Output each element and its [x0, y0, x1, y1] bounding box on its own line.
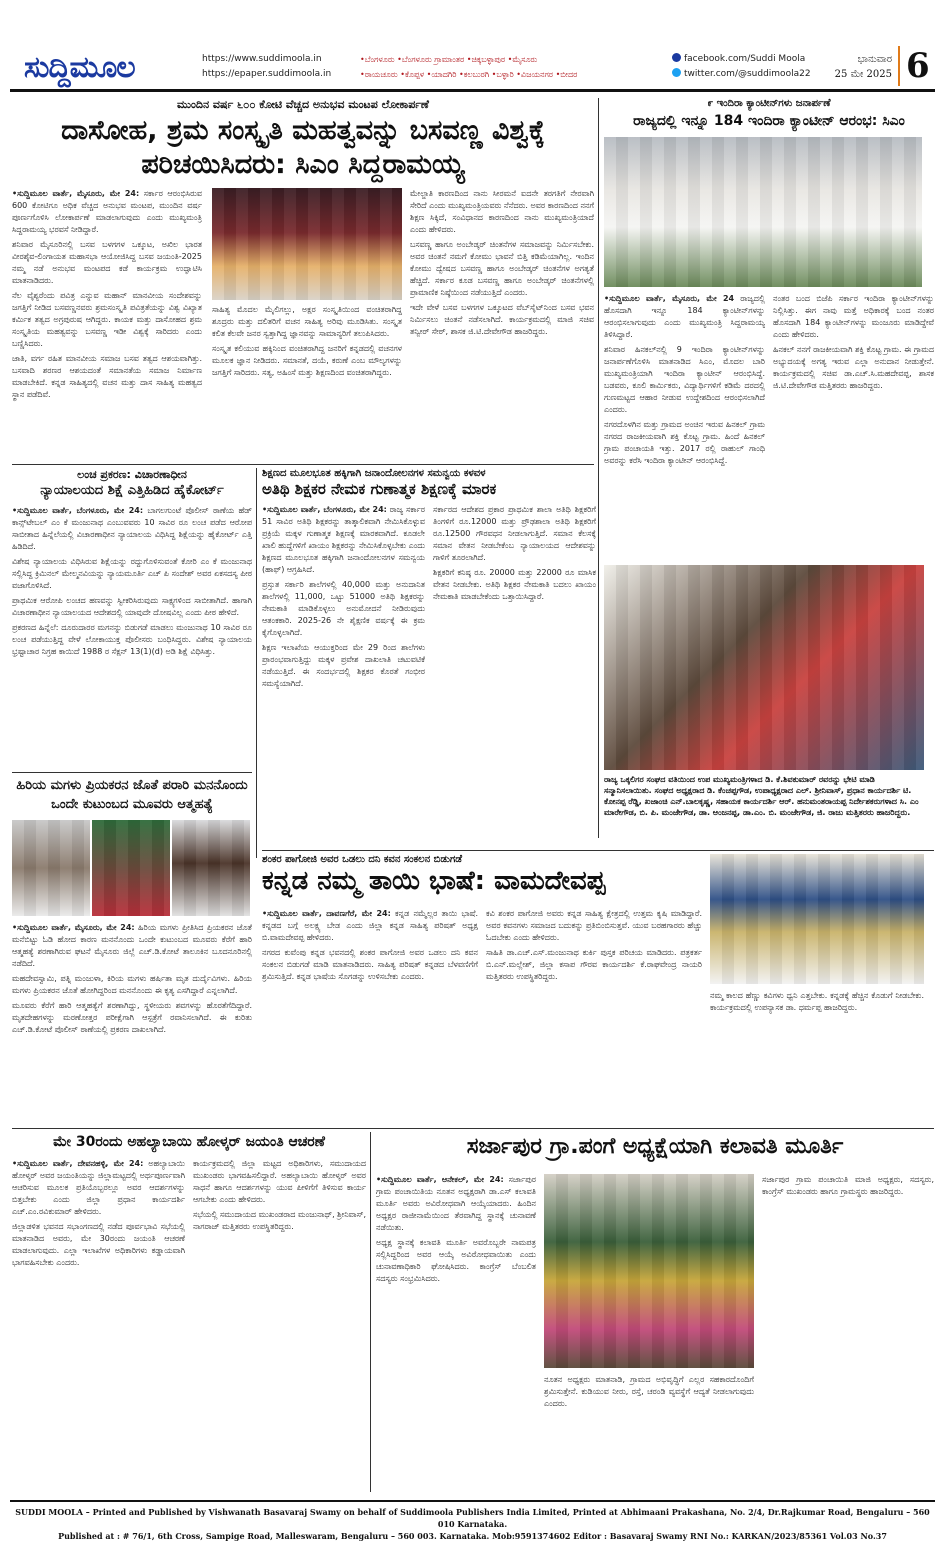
bribe-kicker: ಲಂಚ ಪ್ರಕರಣ: ವಿಚಾರಣಾಧೀನ — [77, 468, 187, 481]
suicide-p2: ಮಹದೇವಸ್ವಾಮಿ, ಪತ್ನಿ ಮಂಜುಳಾ, ಕಿರಿಯ ಮಗಳು ಹರ್ಷಿತಾ ಮೃತ ದುರ್ದೈವಿಗಳು. ಹಿರಿಯ ಮಗಳು ಪ್ರಿಯಕರನ ಜೊತೆ ಹೋಗಿದ್ದರಿಂದ ಮನನೊಂದು ಈ ಕೃತ್ಯ ಎಸಗಿದ್ದಾರೆ ಎನ್ನಲಾಗಿದೆ. — [12, 974, 252, 995]
imprint-footer — [10, 1500, 935, 1542]
ahilya-col-2 — [193, 1158, 366, 1478]
web-links — [202, 52, 331, 82]
divider-vertical-top — [598, 98, 599, 838]
lead-article — [12, 98, 594, 460]
ahilya-source: •ಸುದ್ದಿಮೂಲ ವಾರ್ತೆ, ದೇವನಹಳ್ಳಿ, ಮೇ 24: — [12, 1159, 144, 1169]
indira-p1: ರಾಜ್ಯದಲ್ಲಿ ಹೊಸದಾಗಿ ಇನ್ನೂ 184 ಕ್ಯಾಂಟೀನ್‌ಗಳನ್ನು ಆರಂಭಿಸಲಾಗುವುದು ಎಂದು ಮುಖ್ಯಮಂತ್ರಿ ಸಿದ್ದರಾಮಯ್ಯ ತಿಳಿಸಿದ್ದಾರೆ. — [604, 294, 765, 340]
indira-photo — [604, 137, 922, 287]
victim-photo-2 — [92, 820, 170, 916]
divider-h-4 — [12, 1128, 934, 1129]
lead-photo — [212, 188, 402, 300]
sarjapura-col-3 — [762, 1174, 934, 1486]
bribe-p1: ಬಾಗಲಗುಂಟೆ ಪೊಲೀಸ್ ಠಾಣೆಯ ಹೆಡ್ ಕಾನ್ಸ್‌ಟೇಬಲ್ ಎಂ ಕೆ ಮಂಜುನಾಥ ಎಂಬುವವರು 10 ಸಾವಿರ ರೂ ಲಂಚ ಪಡೆದ ಆರೋಪ ಸಾಬೀತಾದ ಹಿನ್ನೆಲೆಯಲ್ಲಿ ವಿಚಾರಣಾಧೀನ ನ್ಯಾಯಾಲಯ ವಿಧಿಸಿದ್ದ ಶಿಕ್ಷೆಯನ್ನು ಹೈಕೋರ್ಟ್ ಎತ್ತಿ ಹಿಡಿದಿದೆ. — [12, 505, 252, 551]
sarjapura-p2: ಅಧ್ಯಕ್ಷ ಸ್ಥಾನಕ್ಕೆ ಕಲಾವತಿ ಮೂರ್ತಿ ಅವರೊಬ್ಬರೇ ನಾಮಪತ್ರ ಸಲ್ಲಿಸಿದ್ದರಿಂದ ಅವರ ಆಯ್ಕೆ ಅವಿರೋಧವಾಯಿತು ಎಂದು ಚುನಾವಣಾಧಿಕಾರಿ ಘೋಷಿಸಿದರು. ಕಾಂಗ್ರೆಸ್ ಬೆಂಬಲಿತ ಸದಸ್ಯರು ಸಂಭ್ರಮಿಸಿದರು. — [376, 1238, 536, 1283]
kannada-col-3 — [710, 990, 924, 1118]
edition-cities — [360, 52, 660, 82]
indira-headline: ರಾಜ್ಯದಲ್ಲಿ ಇನ್ನೂ 184 ಇಂದಿರಾ ಕ್ಯಾಂಟೀನ್ ಆರಂಭ: ಸಿಎಂ — [633, 113, 905, 129]
twitter-icon — [672, 68, 681, 77]
divider-h-2 — [12, 772, 252, 773]
suicide-body — [12, 922, 252, 1098]
bribe-body — [12, 505, 252, 761]
kannada-p4: ಸಾಹಿತಿ ಡಾ.ಎಚ್.ಎಸ್.ಮಂಜುನಾಥ ಕುರ್ಕಿ ಪುಸ್ತಕ ಪರಿಚಯ ಮಾಡಿದರು. ಪತ್ರಕರ್ತ ಬಿ.ಎನ್.ಮಲ್ಲೇಶ್, ಜಿಲ್ಲಾ ಕಸಾಪ ಗೌರವ ಕಾರ್ಯದರ್ಶಿ ಕೆ.ರಾಘವೇಂದ್ರ ನಾಯರಿ ಮತ್ತಿತರರು ಉಪಸ್ಥಿತರಿದ್ದರು. — [486, 948, 702, 981]
lead-kicker: ಮುಂದಿನ ವರ್ಷ ೬೦೦ ಕೋಟಿ ವೆಚ್ಚದ ಅನುಭವ ಮಂಟಪ ಲೋಕಾರ್ಪಣೆ — [177, 98, 429, 111]
kannada-p1: ಕನ್ನಡ ನಮ್ಮೆಲ್ಲರ ತಾಯಿ ಭಾಷೆ. ಕನ್ನಡದ ಬಗ್ಗೆ ಅಲಕ್ಷ್ಯ ಬೇಡ ಎಂದು ಜಿಲ್ಲಾ ಕನ್ನಡ ಸಾಹಿತ್ಯ ಪರಿಷತ್ ಅಧ್ಯಕ್ಷ ಬಿ.ವಾಮದೇವಪ್ಪ ಹೇಳಿದರು. — [262, 909, 478, 942]
lead-p7: ಮೇಲ್ಜಾತಿ ಕಾರಣದಿಂದ ನಾನು ಸೀರಮನೆ ಐದನೇ ತರಗತಿಗೆ ನೇರವಾಗಿ ಸೇರಿದೆ ಎಂದು ಮುಖ್ಯಮಂತ್ರಿಯವರು ನೆನೆದರು. ಅವರ ಕಾರಣದಿಂದ ನನಗೆ ಶಿಕ್ಷಣ ಸಿಕ್ಕಿದೆ, ಸಂವಿಧಾನದ ಕಾರಣದಿಂದ ನಾನು ಮುಖ್ಯಮಂತ್ರಿಯಾದೆ ಎಂದು ಹೇಳಿದರು. — [410, 189, 594, 234]
kannada-col-1 — [262, 908, 478, 1118]
lead-col-2 — [212, 304, 402, 438]
page-number: 6 — [898, 46, 930, 86]
indira-article — [604, 98, 934, 568]
sarjapura-col-2 — [544, 1374, 754, 1486]
divider-h-3 — [262, 850, 934, 851]
divider-v-mid — [256, 468, 257, 858]
sarjapura-headline: ಸರ್ಜಾಪುರ ಗ್ರಾ.ಪಂಗೆ ಅಧ್ಯಕ್ಷೆಯಾಗಿ ಕಲಾವತಿ ಮೂರ್ತಿ — [466, 1134, 844, 1159]
kannada-p3: ಕವಿ ಶಂಕರ ಪಾಗೋಜಿ ಅವರು ಕನ್ನಡ ಸಾಹಿತ್ಯ ಕ್ಷೇತ್ರದಲ್ಲಿ ಉತ್ತಮ ಕೃಷಿ ಮಾಡಿದ್ದಾರೆ. ಅವರ ಕವನಗಳು ಸಮಾಜದ ಬದುಕನ್ನು ಪ್ರತಿಬಿಂಬಿಸುತ್ತವೆ. ಯುವ ಬರಹಗಾರರು ಹೆಚ್ಚು ಓದಬೇಕು ಎಂದು ಹೇಳಿದರು. — [486, 909, 702, 942]
ahilya-article — [12, 1134, 366, 1494]
bribe-p4: ಪ್ರಕರಣದ ಹಿನ್ನೆಲೆ: ದೂರುದಾರರ ಮಗನನ್ನು ಬಿಡುಗಡೆ ಮಾಡಲು ಮಂಜುನಾಥ 10 ಸಾವಿರ ರೂ ಲಂಚ ಪಡೆಯುತ್ತಿದ್ದ ವೇಳೆ ಲೋಕಾಯುಕ್ತ ಪೊಲೀಸರು ಬಂಧಿಸಿದ್ದರು. ವಿಶೇಷ ನ್ಯಾಯಾಲಯ ಭ್ರಷ್ಟಾಚಾರ ನಿಗ್ರಹ ಕಾಯಿದೆ 1988 ರ ಸೆಕ್ಷನ್ 13(1)(d) ಅಡಿ ಶಿಕ್ಷೆ ವಿಧಿಸಿತ್ತು. — [12, 622, 252, 656]
ahilya-p1: ಅಹಲ್ಯಾಬಾಯಿ ಹೋಳ್ಕರ್ ಅವರ ಜಯಂತಿಯನ್ನು ಜಿಲ್ಲಾಮಟ್ಟದಲ್ಲಿ ಅರ್ಥಪೂರ್ಣವಾಗಿ ಆಚರಿಸುವ ಮೂಲಕ ಪ್ರತಿಯೊಬ್ಬರಲ್ಲೂ ಅವರ ಆದರ್ಶಗಳನ್ನು ಬಿತ್ತಬೇಕು ಎಂದು ಜಿಲ್ಲಾ ಪ್ರಧಾನ ಕಾರ್ಯದರ್ಶಿ ಎಚ್.ಎಂ.ರವಿಕುಮಾರ್ ಹೇಳಿದರು. — [12, 1159, 185, 1217]
suicide-p3: ಮೂವರು ಕೆರೆಗೆ ಹಾರಿ ಆತ್ಮಹತ್ಯೆಗೆ ಶರಣಾಗಿದ್ದು, ಸ್ಥಳೀಯರು ಶವಗಳನ್ನು ಹೊರತೆಗೆದಿದ್ದಾರೆ. ಮೃತದೇಹಗಳನ್ನು ಮರಣೋತ್ತರ ಪರೀಕ್ಷೆಗಾಗಿ ಆಸ್ಪತ್ರೆಗೆ ರವಾನಿಸಲಾಗಿದೆ. ಈ ಕುರಿತು ಎಚ್.ಡಿ.ಕೋಟೆ ಪೊಲೀಸ್ ಠಾಣೆಯಲ್ಲಿ ಪ್ರಕರಣ ದಾಖಲಾಗಿದೆ. — [12, 1001, 252, 1034]
sarjapura-p4: ಸರ್ಜಾಪುರ ಗ್ರಾಮ ಪಂಚಾಯಿತಿ ಮಾಜಿ ಅಧ್ಯಕ್ಷರು, ಸದಸ್ಯರು, ಕಾಂಗ್ರೆಸ್ ಮುಖಂಡರು ಹಾಗೂ ಗ್ರಾಮಸ್ಥರು ಹಾಜರಿದ್ದರು. — [762, 1175, 934, 1196]
ahilya-p2: ಜಿಲ್ಲಾಡಳಿತ ಭವನದ ಸಭಾಂಗಣದಲ್ಲಿ ನಡೆದ ಪೂರ್ವಭಾವಿ ಸಭೆಯಲ್ಲಿ ಮಾತನಾಡಿದ ಅವರು, ಮೇ 30ರಂದು ಜಯಂತಿ ಆಚರಣೆ ಮಾಡಲಾಗುವುದು. ಎಲ್ಲಾ ಇಲಾಖೆಗಳ ಅಧಿಕಾರಿಗಳು ಕಡ್ಡಾಯವಾಗಿ ಭಾಗವಹಿಸಬೇಕು ಎಂದರು. — [12, 1222, 185, 1268]
indira-p4: ನಂತರ ಬಂದ ಬಿಜೆಪಿ ಸರ್ಕಾರ ಇಂದಿರಾ ಕ್ಯಾಂಟೀನ್‌ಗಳನ್ನು ನಿಲ್ಲಿಸಿತ್ತು. ಈಗ ನಾವು ಮತ್ತೆ ಅಧಿಕಾರಕ್ಕೆ ಬಂದ ನಂತರ ಹೊಸದಾಗಿ 184 ಕ್ಯಾಂಟೀನ್‌ಗಳನ್ನು ಮಂಜೂರು ಮಾಡಿದ್ದೇವೆ ಎಂದು ಹೇಳಿದರು. — [773, 294, 934, 340]
suicide-article — [12, 776, 252, 1122]
sarjapura-source: •ಸುದ್ದಿಮೂಲ ವಾರ್ತೆ, ಆನೇಕಲ್, ಮೇ 24: — [376, 1175, 504, 1184]
guest-source: •ಸುದ್ದಿಮೂಲ ವಾರ್ತೆ, ಬೆಂಗಳೂರು, ಮೇ 24: — [262, 505, 387, 515]
sarjapura-p3: ನೂತನ ಅಧ್ಯಕ್ಷರು ಮಾತನಾಡಿ, ಗ್ರಾಮದ ಅಭಿವೃದ್ಧಿಗೆ ಎಲ್ಲರ ಸಹಕಾರದೊಂದಿಗೆ ಶ್ರಮಿಸುತ್ತೇನೆ. ಕುಡಿಯುವ ನೀರು, ರಸ್ತೆ, ಚರಂಡಿ ವ್ಯವಸ್ಥೆಗೆ ಆದ್ಯತೆ ನೀಡಲಾಗುವುದು ಎಂದರು. — [544, 1375, 754, 1408]
kannada-kicker: ಶಂಕರ ಪಾಗೋಜಿ ಅವರ ಒಡಲು ದನಿ ಕವನ ಸಂಕಲನ ಬಿಡುಗಡೆ — [262, 854, 463, 865]
bribe-p3: ಪ್ರಾಥಮಿಕ ಆರೋಪಿ ಲಂಚದ ಹಣವನ್ನು ಸ್ವೀಕರಿಸಿರುವುದು ಸಾಕ್ಷ್ಯಗಳಿಂದ ಸಾಬೀತಾಗಿದೆ. ಹಾಗಾಗಿ ವಿಚಾರಣಾಧೀನ ನ್ಯಾಯಾಲಯದ ಆದೇಶದಲ್ಲಿ ಯಾವುದೇ ದೋಷವಿಲ್ಲ ಎಂದು ಪೀಠ ಹೇಳಿದೆ. — [12, 595, 252, 617]
kannada-headline: ಕನ್ನಡ ನಮ್ಮ ತಾಯಿ ಭಾಷೆ: ವಾಮದೇವಪ್ಪ — [262, 866, 606, 896]
kannada-source: •ಸುದ್ದಿಮೂಲ ವಾರ್ತೆ, ದಾವಣಗೆರೆ, ಮೇ 24: — [262, 909, 391, 918]
divider-h-1 — [12, 464, 594, 465]
cities-line-2: •ರಾಯಚೂರು •ಕೊಪ್ಪಳ •ಯಾದಗಿರಿ •ಕಲಬುರಗಿ •ಬಳ್ಳಾರಿ •ವಿಜಯನಗರ •ಬೀದರ — [360, 70, 578, 79]
indira-p2: ಶನಿವಾರ ಹಿನಕಲ್‌ನಲ್ಲಿ 9 ಇಂದಿರಾ ಕ್ಯಾಂಟೀನ್‌ಗಳನ್ನು ಜನಾರ್ಪಣೆಗೊಳಿಸಿ ಮಾತನಾಡಿದ ಸಿಎಂ, ಮೊದಲ ಬಾರಿ ಮುಖ್ಯಮಂತ್ರಿಯಾಗಿ ಇಂದಿರಾ ಕ್ಯಾಂಟೀನ್ ಆರಂಭಿಸಿದ್ದೆ. ಬಡವರು, ಕೂಲಿ ಕಾರ್ಮಿಕರು, ವಿದ್ಯಾರ್ಥಿಗಳಿಗೆ ಕಡಿಮೆ ದರದಲ್ಲಿ ಗುಣಮಟ್ಟದ ಆಹಾರ ನೀಡುವ ಉದ್ದೇಶದಿಂದ ಆರಂಭಿಸಲಾಗಿದೆ ಎಂದರು. — [604, 345, 765, 415]
lead-source: •ಸುದ್ದಿಮೂಲ ವಾರ್ತೆ, ಮೈಸೂರು, ಮೇ 24: — [12, 189, 140, 198]
sarjapura-p1: ಸರ್ಜಾಪುರ ಗ್ರಾಮ ಪಂಚಾಯಿತಿಯ ನೂತನ ಅಧ್ಯಕ್ಷರಾಗಿ ಡಾ.ಎಸ್ ಕಲಾವತಿ ಮೂರ್ತಿ ಅವರು ಅವಿರೋಧವಾಗಿ ಆಯ್ಕೆಯಾದರು. ಹಿಂದಿನ ಅಧ್ಯಕ್ಷರ ರಾಜೀನಾಮೆಯಿಂದ ತೆರವಾಗಿದ್ದ ಸ್ಥಾನಕ್ಕೆ ಚುನಾವಣೆ ನಡೆಯಿತು. — [376, 1175, 536, 1232]
indira-col-2 — [773, 293, 934, 561]
ahilya-headline: ಮೇ 30ರಂದು ಅಹಲ್ಯಾಬಾಯಿ ಹೋಳ್ಕರ್ ಜಯಂತಿ ಆಚರಣೆ — [53, 1134, 325, 1150]
lead-p9: ಇದೇ ವೇಳೆ ಬಸವ ಬಳಗಗಳ ಒಕ್ಕೂಟದ ವೆಬ್‌ಸೈಟ್‌ನಿಂದ ಬಸವ ಭವನ ನಿರ್ಮಿಸಲು ಚಿಂತನೆ ನಡೆಸಲಾಗಿದೆ. ಕಾರ್ಯಕ್ರಮದಲ್ಲಿ ಮಾಜಿ ಸಚಿವ ತನ್ವೀರ್ ಸೇಠ್, ಶಾಸಕ ಜಿ.ಟಿ.ದೇವೇಗೌಡ ಹಾಜರಿದ್ದರು. — [410, 303, 594, 336]
indira-source: •ಸುದ್ದಿಮೂಲ ವಾರ್ತೆ, ಮೈಸೂರು, ಮೇ 24 — [604, 294, 735, 304]
ahilya-p4: ಸಭೆಯಲ್ಲಿ ಸಮುದಾಯದ ಮುಖಂಡರಾದ ಮಂಜುನಾಥ್, ಶ್ರೀನಿವಾಸ್, ನಾಗರಾಜ್ ಮತ್ತಿತರರು ಉಪಸ್ಥಿತರಿದ್ದರು. — [193, 1210, 366, 1232]
guest-col-2 — [433, 504, 596, 834]
guest-p1: ರಾಜ್ಯ ಸರ್ಕಾರ 51 ಸಾವಿರ ಅತಿಥಿ ಶಿಕ್ಷಕರನ್ನು ತಾತ್ಕಾಲಿಕವಾಗಿ ನೇಮಿಸಿಕೊಳ್ಳುವ ಪ್ರಕ್ರಿಯೆ ಮಕ್ಕಳ ಗುಣಾತ್ಮಕ ಶಿಕ್ಷಣಕ್ಕೆ ಮಾರಕವಾಗಿದೆ. ಕೂಡಲೇ ಖಾಲಿ ಹುದ್ದೆಗಳಿಗೆ ಖಾಯಂ ಶಿಕ್ಷಕರನ್ನು ನೇಮಿಸಿಕೊಳ್ಳಬೇಕು ಎಂದು ಶಿಕ್ಷಣದ ಮೂಲಭೂತ ಹಕ್ಕಿಗಾಗಿ ಜನಾಂದೋಲನಗಳ ಸಮನ್ವಯ (ಹಾಫ್) ಆಗ್ರಹಿಸಿದೆ. — [262, 505, 425, 575]
lead-headline: ದಾಸೋಹ, ಶ್ರಮ ಸಂಸ್ಕೃತಿ ಮಹತ್ವವನ್ನು ಬಸವಣ್ಣ ವಿಶ್ವಕ್ಕೆ ಪರಿಚಯಿಸಿದರು: ಸಿಎಂ ಸಿದ್ದರಾಮಯ್ಯ — [61, 115, 545, 180]
sarjapura-col-1 — [376, 1174, 536, 1486]
guest-p3: ಶಿಕ್ಷಣ ಇಲಾಖೆಯ ಆಯುಕ್ತರಿಂದ ಮೇ 29 ರಿಂದ ಶಾಲೆಗಳು ಪ್ರಾರಂಭವಾಗುತ್ತಿದ್ದು ಮಕ್ಕಳ ಪ್ರವೇಶ ದಾಖಲಾತಿ ಚಟುವಟಿಕೆ ನಡೆಯುತ್ತಿದೆ. ಈ ಸಂದರ್ಭದಲ್ಲಿ ಶಿಕ್ಷಕರ ಕೊರತೆ ಗಂಭೀರ ಸಮಸ್ಯೆಯಾಗಿದೆ. — [262, 643, 425, 689]
victim-photo-3 — [172, 820, 250, 916]
imprint-line-1: SUDDI MOOLA – Printed and Published by Vishwanath Basavaraj Swamy on behalf of Suddimoola Publishers India Limited, Printed at Abhimaani Prakashana, No. 2/4, Dr.Rajkumar Road, Bengaluru – 560 010 Karnataka. — [15, 1507, 930, 1529]
social-links — [672, 52, 811, 82]
lead-p5: ಸಾಹಿತ್ಯ ಮೊದಲ ಮೈಲಿಗಲ್ಲು, ಅಕ್ಷರ ಸಂಸ್ಕೃತಿಯಿಂದ ವಂಚಿತರಾಗಿದ್ದ ಶೂದ್ರರು ಮತ್ತು ದಲಿತರಿಗೆ ವಚನ ಸಾಹಿತ್ಯ ಅರಿವು ಮೂಡಿಸಿತು. ಸಂಸ್ಕೃತ ಕಲಿತ ಕೆಲವೇ ಜನರ ಸ್ವತ್ತಾಗಿದ್ದ ಜ್ಞಾನವನ್ನು ಸಾಮಾನ್ಯರಿಗೆ ತಲುಪಿಸಿದರು. — [212, 305, 402, 338]
suicide-headline: ಹಿರಿಯ ಮಗಳು ಪ್ರಿಯಕರನ ಜೊತೆ ಪರಾರಿ ಮನನೊಂದು ಒಂದೇ ಕುಟುಂಬದ ಮೂವರು ಆತ್ಮಹತ್ಯೆ — [16, 778, 248, 812]
guest-p2: ಪ್ರಸ್ತುತ ಸರ್ಕಾರಿ ಶಾಲೆಗಳಲ್ಲಿ 40,000 ಮತ್ತು ಅನುದಾನಿತ ಶಾಲೆಗಳಲ್ಲಿ 11,000, ಒಟ್ಟು 51000 ಅತಿಥಿ ಶಿಕ್ಷಕರನ್ನು ನೇಮಕಾತಿ ಮಾಡಿಕೊಳ್ಳಲು ಅನುಮೋದನೆ ನೀಡಿರುವುದು ಆತಂಕಕಾರಿ. 2025-26 ನೇ ಶೈಕ್ಷಣಿಕ ವರ್ಷಕ್ಕೆ ಈ ಕ್ರಮ ಕೈಗೊಳ್ಳಲಾಗಿದೆ. — [262, 580, 425, 638]
imprint-line-2: Published at : # 76/1, 6th Cross, Sampige Road, Malleswaram, Bengaluru – 560 003. Karnataka. Mob:9591374602 Editor : Basavaraj Swamy RNI No.: KARKAN/2023/85361 Vol.03 No.37 — [58, 1531, 887, 1541]
sarjapura-photo — [544, 1174, 754, 1368]
victim-photos — [12, 820, 252, 916]
masthead — [10, 48, 935, 92]
guest-p4: ಸರ್ಕಾರದ ಆದೇಶದ ಪ್ರಕಾರ ಪ್ರಾಥಮಿಕ ಶಾಲಾ ಅತಿಥಿ ಶಿಕ್ಷಕರಿಗೆ ತಿಂಗಳಿಗೆ ರೂ.12000 ಮತ್ತು ಪ್ರೌಢಶಾಲಾ ಅತಿಥಿ ಶಿಕ್ಷಕರಿಗೆ ರೂ.12500 ಗೌರವಧನ ನೀಡಲಾಗುತ್ತಿದೆ. ಸಮಾನ ಕೆಲಸಕ್ಕೆ ಸಮಾನ ವೇತನ ನೀಡಬೇಕೆಂಬ ನ್ಯಾಯಾಲಯದ ಆದೇಶವನ್ನು ಗಾಳಿಗೆ ತೂರಲಾಗಿದೆ. — [433, 505, 596, 563]
indira-col-1 — [604, 293, 765, 561]
felicitation-photo — [604, 565, 924, 770]
divider-v-bottom — [370, 1132, 371, 1492]
kannada-article — [262, 854, 934, 1124]
lead-p8: ಬಸವಣ್ಣ ಹಾಗೂ ಅಂಬೇಡ್ಕರ್ ಚಿಂತನೆಗಳ ಸಮಾಜವನ್ನು ನಿರ್ಮಿಸಬೇಕು. ಅವರ ಚಿಂತನೆ ನಮಗೆ ಕೋಮು ಭಾವನೆ ಬಿತ್ತಿ ಕಡಿಮೆಯಾಗಿಲ್ಲ. ಇಂದಿನ ಕೋಮು ದ್ವೇಷದ ಬಸವಣ್ಣ ಹಾಗೂ ಅಂಬೇಡ್ಕರ್ ಚಿಂತನೆಗಳ ಅಗತ್ಯತೆ ಹೆಚ್ಚಿದೆ. ಸರ್ಕಾರ ಕೂಡ ಬಸವಣ್ಣ ಹಾಗೂ ಅಂಬೇಡ್ಕರ್ ಚಿಂತನೆಗಳಲ್ಲಿ ಪ್ರಾಮಾಣಿಕ ನಿಷ್ಠೆಯಿಂದ ನಡೆಯುತ್ತಿದೆ ಎಂದರು. — [410, 240, 594, 297]
issue-date — [822, 52, 892, 82]
guest-kicker: ಶಿಕ್ಷಣದ ಮೂಲಭೂತ ಹಕ್ಕಿಗಾಗಿ ಜನಾಂದೋಲನಗಳ ಸಮನ್ವಯ ಕಳವಳ — [262, 468, 486, 479]
lead-p2: ಶನಿವಾರ ಮೈಸೂರಿನಲ್ಲಿ ಬಸವ ಬಳಗಗಳ ಒಕ್ಕೂಟ, ಅಖಿಲ ಭಾರತ ವೀರಶೈವ-ಲಿಂಗಾಯತ ಮಹಾಸಭಾ ಆಯೋಜಿಸಿದ್ದ ಬಸವ ಜಯಂತಿ-2025 ನಮ್ಮ ನಡೆ ಅನುಭವ ಮಂಟಪದ ಕಡೆ ಕಾರ್ಯಕ್ರಮ ಉದ್ಘಾಟಿಸಿ ಮಾತನಾಡಿದರು. — [12, 240, 202, 285]
guest-article — [262, 468, 596, 848]
lead-col-3 — [410, 188, 594, 438]
indira-kicker: ೯ ಇಂದಿರಾ ಕ್ಯಾಂಟೀನ್‌ಗಳು ಜನಾರ್ಪಣೆ — [707, 98, 831, 109]
lead-p4: ಜಾತಿ, ವರ್ಗ ರಹಿತ ಮಾನವೀಯ ಸಮಾಜ ಬಸವ ತತ್ವದ ಆಶಯವಾಗಿತ್ತು. ಬಸವಾದಿ ಶರಣರ ಆಶಯದಂತೆ ಸಮಾನತೆಯ ಸಮಾಜ ನಿರ್ಮಾಣ ಮಾಡಬೇಕಿದೆ. ಕನ್ನಡ ಸಾಹಿತ್ಯದಲ್ಲಿ ವಚನ ಮತ್ತು ದಾಸ ಸಾಹಿತ್ಯ ಮಹತ್ವದ ಸ್ಥಾನ ಪಡೆದಿವೆ. — [12, 354, 202, 399]
kannada-p2: ನಗರದ ಕುವೆಂಪು ಕನ್ನಡ ಭವನದಲ್ಲಿ ಶಂಕರ ಪಾಗೋಜಿ ಅವರ ಒಡಲು ದನಿ ಕವನ ಸಂಕಲನ ಬಿಡುಗಡೆ ಮಾಡಿ ಮಾತನಾಡಿದರು. ಸಾಹಿತ್ಯ ಪರಿಷತ್ ಕನ್ನಡದ ಬೆಳವಣಿಗೆಗೆ ಶ್ರಮಿಸುತ್ತಿದೆ. ಕನ್ನಡ ಭಾಷೆಯ ಸೊಗಡನ್ನು ಉಳಿಸಬೇಕು ಎಂದರು. — [262, 948, 478, 981]
facebook-link[interactable] — [672, 52, 811, 67]
guest-p5: ಶಿಕ್ಷಕರಿಗೆ ಕನಿಷ್ಠ ರೂ. 20000 ಮತ್ತು 22000 ರೂ ಮಾಸಿಕ ವೇತನ ನೀಡಬೇಕು. ಅತಿಥಿ ಶಿಕ್ಷಕರ ನೇಮಕಾತಿ ಬದಲು ಖಾಯಂ ನೇಮಕಾತಿ ಮಾಡಬೇಕೆಂದು ಒತ್ತಾಯಿಸಿದ್ದಾರೆ. — [433, 568, 596, 602]
bribe-article — [12, 468, 252, 768]
epaper-link[interactable]: https://epaper.suddimoola.in — [202, 69, 332, 79]
guest-headline: ಅತಿಥಿ ಶಿಕ್ಷಕರ ನೇಮಕ ಗುಣಾತ್ಮಕ ಶಿಕ್ಷಣಕ್ಕೆ ಮಾರಕ — [262, 480, 497, 498]
sarjapura-article — [376, 1134, 934, 1494]
newspaper-logo: ಸುದ್ದಿಮೂಲ — [24, 50, 135, 85]
lead-p1: ಸರ್ಕಾರ ಆರಂಭಿಸಿರುವ 600 ಕೋಟಿಗೂ ಅಧಿಕ ವೆಚ್ಚದ ಅನುಭವ ಮಂಟಪ, ಮುಂದಿನ ವರ್ಷ ಪೂರ್ಣಗೊಳಿಸಿ ಲೋಕಾರ್ಪಣೆ ಮಾಡಲಾಗುವುದು ಎಂದು ಮುಖ್ಯಮಂತ್ರಿ ಸಿದ್ದರಾಮಯ್ಯ ಭರವಸೆ ನೀಡಿದ್ದಾರೆ. — [12, 189, 202, 234]
suicide-p1: ಹಿರಿಯ ಮಗಳು ಪ್ರೀತಿಸಿದ ಪ್ರಿಯಕರನ ಜೊತೆ ಮನೆಬಿಟ್ಟು ಓಡಿ ಹೋದ ಕಾರಣ ಮನನೊಂದು ಒಂದೇ ಕುಟುಂಬದ ಮೂವರು ಕೆರೆಗೆ ಹಾರಿ ಆತ್ಮಹತ್ಯೆ ಶರಣಾಗಿರುವ ಘಟನೆ ಮೈಸೂರು ಜಿಲ್ಲೆ ಎಚ್.ಡಿ.ಕೋಟೆ ತಾಲೂಕಿನ ಬೂದನೂರಿನಲ್ಲಿ ನಡೆದಿದೆ. — [12, 923, 252, 968]
suicide-source: •ಸುದ್ದಿಮೂಲ ವಾರ್ತೆ, ಮೈಸೂರು, ಮೇ 24: — [12, 923, 135, 932]
ahilya-col-1 — [12, 1158, 185, 1478]
ahilya-p3: ಕಾರ್ಯಕ್ರಮದಲ್ಲಿ ಜಿಲ್ಲಾ ಮಟ್ಟದ ಅಧಿಕಾರಿಗಳು, ಸಮುದಾಯದ ಮುಖಂಡರು ಭಾಗವಹಿಸಲಿದ್ದಾರೆ. ಅಹಲ್ಯಾಬಾಯಿ ಹೋಳ್ಕರ್ ಅವರ ಸಾಧನೆ ಹಾಗೂ ಆದರ್ಶಗಳನ್ನು ಯುವ ಪೀಳಿಗೆಗೆ ತಿಳಿಸುವ ಕಾರ್ಯ ಆಗಬೇಕು ಎಂದು ಹೇಳಿದರು. — [193, 1159, 366, 1205]
issue-date-text: 25 ಮೇ 2025 — [834, 69, 892, 80]
guest-col-1 — [262, 504, 425, 834]
kannada-p5: ನಮ್ಮ ಕಾಲದ ಹೆಣ್ಣು ಕವಿಗಳು ಧ್ವನಿ ಎತ್ತಬೇಕು. ಕನ್ನಡಕ್ಕೆ ಹೆಚ್ಚಿನ ಕೊಡುಗೆ ನೀಡಬೇಕು. ಕಾರ್ಯಕ್ರಮದಲ್ಲಿ ಉಪನ್ಯಾಸಕ ಡಾ. ಧರ್ಮಪ್ಪ ಹಾಜರಿದ್ದರು. — [710, 991, 924, 1012]
bribe-headline: ನ್ಯಾಯಾಲಯದ ಶಿಕ್ಷೆ ಎತ್ತಿಹಿಡಿದ ಹೈಕೋರ್ಟ್ — [40, 483, 224, 498]
book-release-photo — [710, 854, 924, 984]
facebook-icon — [672, 53, 681, 62]
cities-line-1: •ಬೆಂಗಳೂರು •ಬೆಂಗಳೂರು ಗ್ರಾಮಾಂತರ •ಚಿಕ್ಕಬಳ್ಳಾಪುರ •ಮೈಸೂರು — [360, 55, 538, 64]
lead-col-1 — [12, 188, 202, 438]
felicitation-caption: ರಾಜ್ಯ ಒಕ್ಕಲಿಗರ ಸಂಘದ ವತಿಯಿಂದ ಉಪ ಮುಖ್ಯಮಂತ್ರಿಗಳಾದ ಡಿ. ಕೆ.ಶಿವಕುಮಾರ್ ರವರನ್ನು ಭೇಟಿ ಮಾಡಿ ಸನ್ಮಾನಿಸಲಾಯಿತು. ಸಂಘದ ಅಧ್ಯಕ್ಷರಾದ ಡಿ. ಕೆಂಚಪ್ಪಗೌಡ, ಉಪಾಧ್ಯಕ್ಷರಾದ ಎಲ್. ಶ್ರೀನಿವಾಸ್, ಪ್ರಧಾನ ಕಾರ್ಯದರ್ಶಿ ಟಿ. ಕೋನಪ್ಪ ರೆಡ್ಡಿ, ಖಜಾಂಚಿ ಎನ್.ಬಾಲಕೃಷ್ಣ, ಸಹಾಯಕ ಕಾರ್ಯದರ್ಶಿ ಆರ್. ಹನುಮಂತರಾಯಪ್ಪ ನಿರ್ದೇಶಕರುಗಳಾದ ಸಿ. ಎಂ ಮಾರೇಗೌಡ, ಬಿ. ಪಿ. ಮಂಜೇಗೌಡ, ಡಾ. ಆಂಜನಪ್ಪ, ಡಾ.ಎಂ. ಬಿ. ಮಂಜೇಗೌಡ, ಜಿ. ರಾಜು ಮತ್ತಿತರರು ಹಾಜರಿದ್ದರು. — [604, 775, 919, 817]
kannada-col-2 — [486, 908, 702, 1118]
facebook-label: facebook.com/Suddi Moola — [684, 54, 806, 64]
lead-p3: ನೆಲ ವೈಶ್ಯರೆಂದು ಪವಿತ್ರ ಎನ್ನುವ ಮಹಾನ್ ಮಾನವೀಯ ಸಂದೇಶವನ್ನು ಜಗತ್ತಿಗೆ ನೀಡಿದ ಬಸವಣ್ಣನವರು ಶ್ರಮಸಂಸ್ಕೃತಿ ಪವಿತ್ರತೆಯನ್ನು ವಿಶ್ವ ವಿಖ್ಯಾತ ಕರ್ಮಿಕ ತತ್ವದ ಅಗ್ರಪುರುಷ ಆಗಿದ್ದರು. ಕಾಯಕ ಮತ್ತು ದಾಸೋಹದ ಶ್ರಮ ಸಂಸ್ಕೃತಿಯ ಮಹತ್ವವನ್ನು ಬಸವಣ್ಣ ಇಡೀ ವಿಶ್ವಕ್ಕೆ ಸಾರಿದರು ಎಂದು ಬಣ್ಣಿಸಿದರು. — [12, 291, 202, 348]
website-link[interactable]: https://www.suddimoola.in — [202, 54, 322, 64]
bribe-source: •ಸುದ್ದಿಮೂಲ ವಾರ್ತೆ, ಬೆಂಗಳೂರು, ಮೇ 24: — [12, 505, 144, 515]
twitter-link[interactable] — [672, 67, 811, 82]
twitter-label: twitter.com/@suddimoola22 — [684, 69, 811, 79]
lead-p6: ಸಂಸ್ಕೃತ ಕಲಿಯುವ ಹಕ್ಕಿನಿಂದ ವಂಚಿತರಾಗಿದ್ದ ಜನರಿಗೆ ಕನ್ನಡದಲ್ಲಿ ವಚನಗಳ ಮೂಲಕ ಜ್ಞಾನ ನೀಡಿದರು. ಸಮಾನತೆ, ದಯೆ, ಕರುಣೆ ಎಂಬ ಮೌಲ್ಯಗಳನ್ನು ಜಗತ್ತಿಗೆ ಸಾರಿದರು. ಸತ್ಯ, ಅಹಿಂಸೆ ಮತ್ತು ಶಿಕ್ಷಣದಿಂದ ವಂಚಿತರಾಗಿದ್ದರು. — [212, 344, 402, 377]
indira-p5: ಹಿನಕಲ್ ನನಗೆ ರಾಜಕೀಯವಾಗಿ ಶಕ್ತಿ ಕೊಟ್ಟ ಗ್ರಾಮ. ಈ ಗ್ರಾಮದ ಅಭ್ಯುದಯಕ್ಕೆ ಅಗತ್ಯ ಇರುವ ಎಲ್ಲಾ ಅನುದಾನ ನೀಡುತ್ತೇನೆ. ಕಾರ್ಯಕ್ರಮದಲ್ಲಿ ಸಚಿವ ಡಾ.ಎಚ್.ಸಿ.ಮಹದೇವಪ್ಪ, ಶಾಸಕ ಜಿ.ಟಿ.ದೇವೇಗೌಡ ಮತ್ತಿತರರು ಹಾಜರಿದ್ದರು. — [773, 345, 934, 391]
indira-p3: ನಗರದೊಳಗಿನ ಮತ್ತು ಗ್ರಾಮದ ಅಂಚಿನ ಇರುವ ಹಿನಕಲ್ ಗ್ರಾಮ ನಗರದ ರಾಜಕೀಯವಾಗಿ ಶಕ್ತಿ ಕೊಟ್ಟ ಗ್ರಾಮ. ಹಿಂದೆ ಹಿನಕಲ್ ಗ್ರಾಮ ಪಂಚಾಯತಿ ಇತ್ತು. 2017 ರಲ್ಲಿ ರಾಹುಲ್ ಗಾಂಧಿ ಅವರನ್ನು ಕರೆಸಿ ಇಂದಿರಾ ಕ್ಯಾಂಟೀನ್ ಆರಂಭಿಸಿದ್ದೆ. — [604, 420, 765, 466]
bribe-p2: ವಿಶೇಷ ನ್ಯಾಯಾಲಯ ವಿಧಿಸಿರುವ ಶಿಕ್ಷೆಯನ್ನು ರದ್ದುಗೊಳಿಸುವಂತೆ ಕೋರಿ ಎಂ ಕೆ ಮಂಜುನಾಥ ಸಲ್ಲಿಸಿದ್ದ ಕ್ರಿಮಿನಲ್ ಮೇಲ್ಮನವಿಯನ್ನು ನ್ಯಾಯಮೂರ್ತಿ ಎಚ್ ಪಿ ಸಂದೇಶ್ ಅವರ ಏಕಸದಸ್ಯ ಪೀಠ ವಜಾಗೊಳಿಸಿದೆ. — [12, 556, 252, 590]
issue-day: ಭಾನುವಾರ — [857, 54, 892, 65]
victim-photo-1 — [12, 820, 90, 916]
